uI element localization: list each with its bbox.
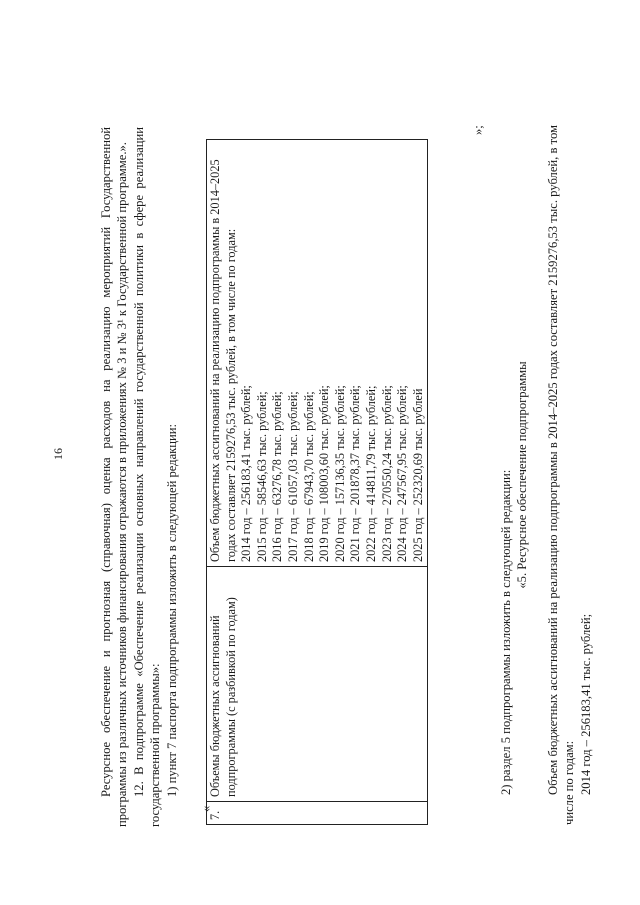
- year-line: 2025 год – 252320,69 тыс. рублей: [410, 388, 425, 562]
- year-line: 2017 год – 61057,03 тыс. рублей;: [285, 391, 300, 562]
- year-line: 2018 год – 67943,70 тыс. рублей;: [301, 391, 316, 562]
- year-line: 2023 год – 270550,24 тыс. рублей;: [379, 385, 394, 562]
- budget-total: Объем бюджетных ассигнований на реализацию подпрограммы в 2014–2025 годах составляет 2159276,53 тыс. рублей, в том числе по годам:: [208, 159, 238, 562]
- top-text-block: [98, 127, 180, 827]
- section-title: «5. Ресурсное обеспечение подпрограммы: [515, 361, 530, 589]
- quote-close: »;: [471, 125, 485, 135]
- page-number: 16: [51, 448, 65, 460]
- intro-paragraph: Ресурсное обеспечение и прогнозная (справочная) оценка расходов на реализацию мероприятий Государственной программы из различных источников финансирования отражаются в приложениях № 3 и № 3¹ к Государственной программе.».: [99, 127, 130, 827]
- sub-item-2: 2) раздел 5 подпрограммы изложить в следующей редакции:: [499, 469, 513, 795]
- quote-open: «: [199, 805, 213, 812]
- year-line: 2015 год – 58546,63 тыс. рублей;: [254, 391, 269, 562]
- sub-item-1: 1) пункт 7 паспорта подпрограммы изложить в следующей редакции:: [164, 423, 179, 797]
- table-row: [207, 140, 428, 825]
- year-line: 2020 год – 157136,35 тыс. рублей;: [332, 385, 347, 562]
- item-12-paragraph: 12. В подпрограмме «Обеспечение реализации основных направлений государственной политики в сфере реализации государственной программы»:: [131, 127, 163, 827]
- row-value: [207, 140, 428, 567]
- final-paragraph: Объем бюджетных ассигнований на реализацию подпрограммы в 2014–2025 годах составляет 2159276,53 тыс. рублей, в том числе по годам:: [545, 125, 577, 825]
- row-label: Объемы бюджетных ассигнований подпрограммы (с разбивкой по годам): [207, 567, 428, 802]
- year-line: 2019 год – 108003,60 тыс. рублей;: [317, 385, 332, 562]
- bottom-text-block: [498, 125, 594, 825]
- year-line: 2024 год – 247567,95 тыс. рублей;: [395, 385, 410, 562]
- year-line: 2016 год – 63276,78 тыс. рублей;: [270, 391, 285, 562]
- year-line: 2014 год – 256183,41 тыс. рублей;: [239, 385, 254, 562]
- year-line: 2021 год – 201878,37 тыс. рублей;: [348, 385, 363, 562]
- row-number: 7.: [207, 802, 428, 825]
- year-line: 2022 год – 414811,79 тыс. рублей;: [363, 385, 378, 562]
- final-year-line: 2014 год – 256183,41 тыс. рублей;: [578, 613, 593, 795]
- passport-table: [206, 139, 428, 825]
